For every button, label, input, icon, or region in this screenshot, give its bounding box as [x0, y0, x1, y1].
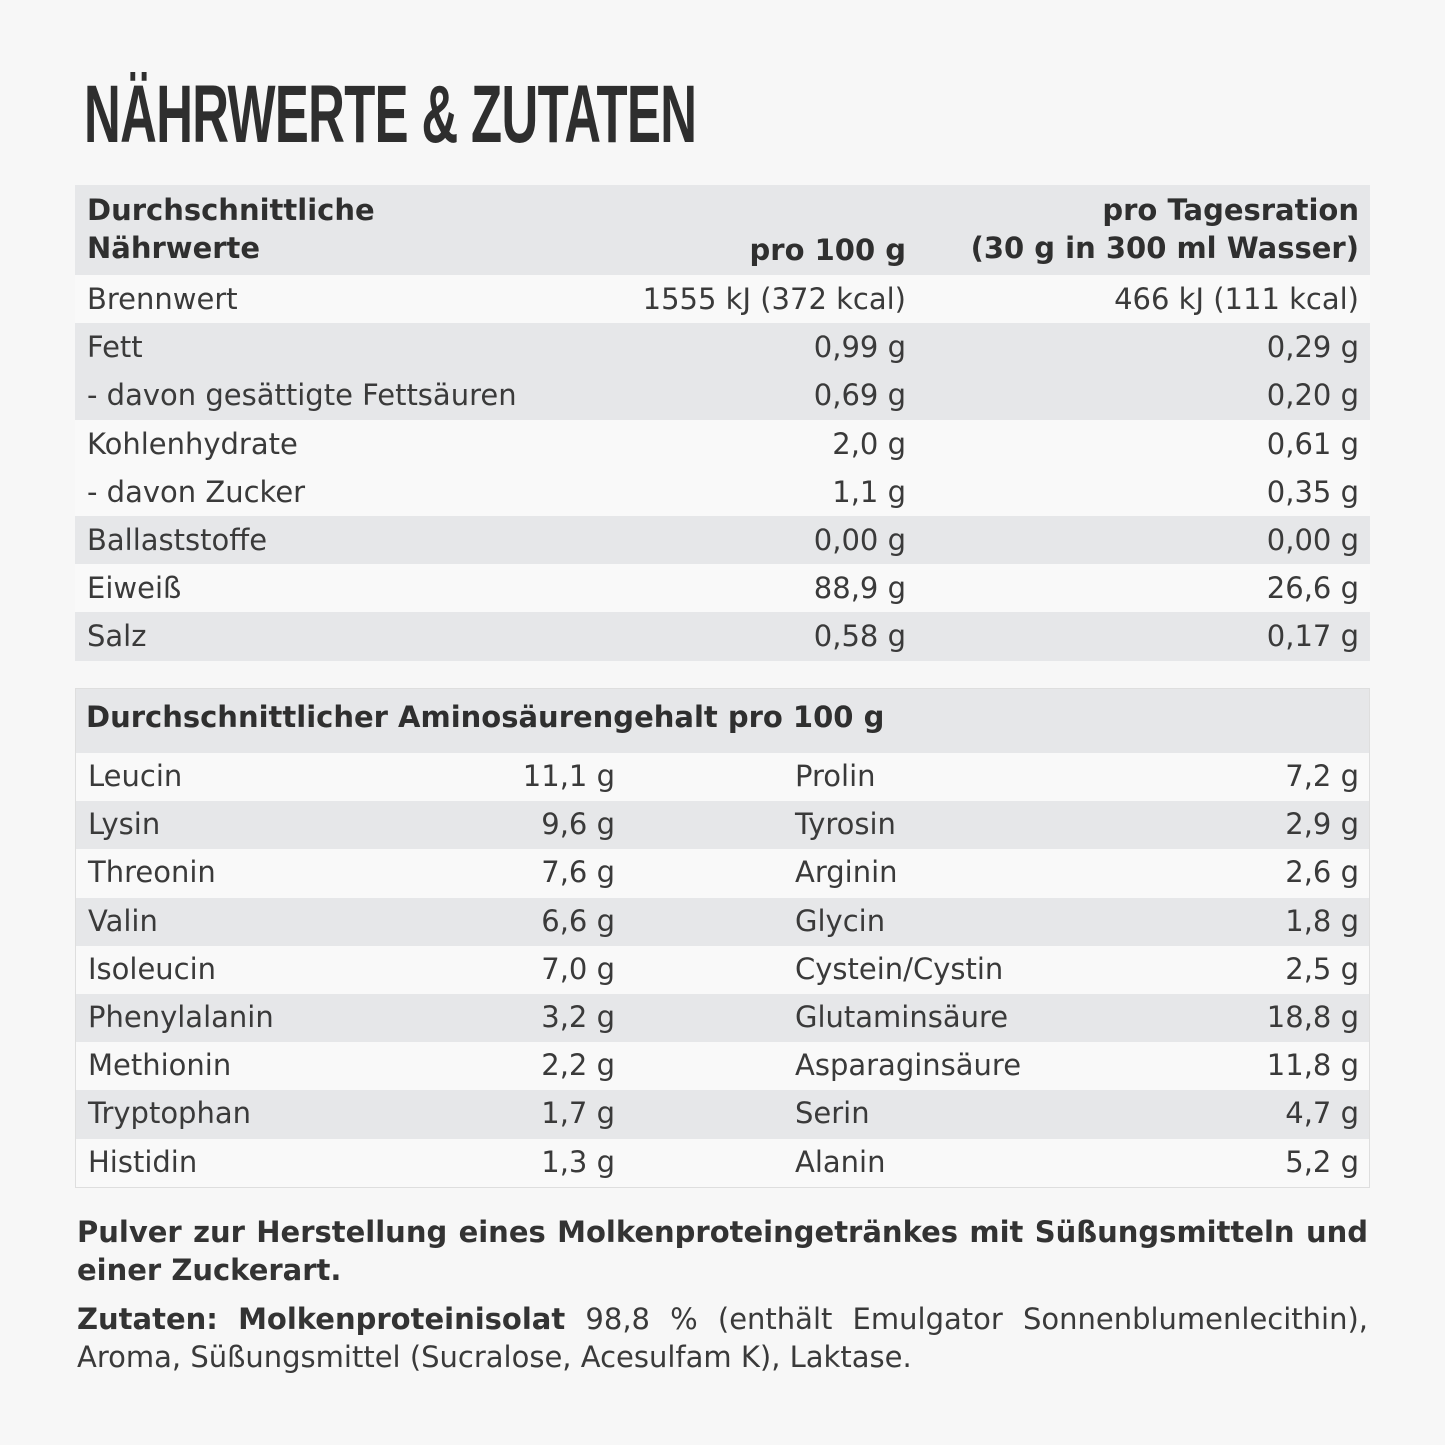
- amino-value: 2,2 g: [541, 1048, 615, 1083]
- amino-name: Glutaminsäure: [795, 999, 1009, 1034]
- nutrient-name: - davon gesättigte Fettsäuren: [87, 378, 517, 413]
- amino-value: 4,7 g: [1285, 1096, 1359, 1131]
- amino-value: 7,0 g: [541, 951, 615, 986]
- table-row: [76, 898, 1369, 946]
- nutrient-name: Eiweiß: [87, 571, 182, 606]
- amino-name: Isoleucin: [88, 951, 217, 986]
- table-row: [76, 1042, 1369, 1090]
- amino-name: Histidin: [88, 1144, 198, 1179]
- nutrient-name: - davon Zucker: [87, 474, 306, 509]
- amino-name: Asparaginsäure: [795, 1048, 1022, 1083]
- nutrient-name: Brennwert: [87, 282, 238, 316]
- amino-value: 6,6 g: [541, 903, 615, 938]
- amino-table: [75, 688, 1370, 1188]
- amino-name: Tyrosin: [795, 807, 896, 842]
- amino-value: 7,6 g: [541, 855, 615, 890]
- amino-name: Methionin: [88, 1048, 232, 1083]
- nutrient-per-day: 0,61 g: [1266, 426, 1359, 461]
- nutrient-per100: 2,0 g: [832, 426, 906, 461]
- amino-value: 1,7 g: [541, 1096, 615, 1131]
- table-row: [76, 801, 1369, 849]
- page-title: NÄHRWERTE & ZUTATEN: [84, 69, 697, 160]
- table-row: [75, 420, 1370, 468]
- amino-name: Leucin: [88, 759, 183, 793]
- table-row: [75, 516, 1370, 564]
- per-day-header: [971, 191, 1359, 267]
- amino-value: 18,8 g: [1266, 999, 1359, 1034]
- nutrient-name: Ballaststoffe: [87, 522, 268, 557]
- amino-name: Arginin: [795, 855, 898, 890]
- amino-name: Phenylalanin: [88, 999, 274, 1034]
- table-row: [75, 468, 1370, 516]
- table-row: [76, 753, 1369, 801]
- nutrient-per-day: 466 kJ (111 kcal): [1114, 282, 1359, 316]
- ingredients-text: [77, 1300, 1368, 1376]
- nutrient-per-day: 26,6 g: [1266, 571, 1359, 606]
- nutrient-per100: 0,58 g: [813, 619, 906, 654]
- nutrient-name: Kohlenhydrate: [87, 426, 298, 461]
- amino-name: Valin: [88, 903, 158, 938]
- nutrient-per100: 88,9 g: [813, 571, 906, 606]
- per-day-header-line2: (30 g in 300 ml Wasser): [970, 231, 1359, 265]
- amino-value: 2,9 g: [1285, 807, 1359, 842]
- nutrition-label-header-line1: Durchschnittliche: [87, 193, 375, 227]
- amino-value: 2,6 g: [1285, 855, 1359, 890]
- amino-name: Prolin: [795, 759, 876, 793]
- amino-value: 5,2 g: [1285, 1144, 1359, 1179]
- amino-value: 3,2 g: [541, 999, 615, 1034]
- table-row: [75, 612, 1370, 660]
- nutrient-per-day: 0,35 g: [1266, 474, 1359, 509]
- amino-name: Tryptophan: [88, 1096, 251, 1131]
- product-description: Pulver zur Herstellung eines Molkenproteingetränkes mit Süßungsmitteln und einer Zuckerart.: [77, 1215, 1368, 1287]
- amino-name: Glycin: [795, 903, 886, 938]
- per100-header: pro 100 g: [749, 233, 906, 267]
- amino-value: 9,6 g: [541, 807, 615, 842]
- per-day-header-line1: pro Tagesration: [1102, 193, 1359, 227]
- amino-name: Cystein/Cystin: [795, 951, 1004, 986]
- nutrient-per-day: 0,20 g: [1266, 378, 1359, 413]
- table-row: [76, 1139, 1369, 1187]
- amino-name: Threonin: [88, 855, 216, 890]
- nutrient-name: Salz: [87, 619, 147, 654]
- nutrient-per100: 1555 kJ (372 kcal): [642, 282, 906, 316]
- nutrition-table-header: [75, 185, 1370, 275]
- nutrient-per100: 1,1 g: [832, 474, 906, 509]
- nutrient-per100: 0,00 g: [813, 522, 906, 557]
- amino-value: 1,8 g: [1285, 903, 1359, 938]
- nutrient-per100: 0,99 g: [813, 330, 906, 365]
- amino-name: Lysin: [88, 807, 161, 842]
- amino-name: Alanin: [795, 1144, 886, 1179]
- nutrient-per-day: 0,00 g: [1266, 522, 1359, 557]
- nutrient-per100: 0,69 g: [813, 378, 906, 413]
- nutrition-label-header-line2: Nährwerte: [87, 231, 261, 265]
- nutrient-name: Fett: [87, 330, 143, 365]
- amino-value: 7,2 g: [1285, 759, 1359, 793]
- nutrition-label-header: [87, 191, 375, 267]
- table-row: [75, 564, 1370, 612]
- amino-value: 1,3 g: [541, 1144, 615, 1179]
- nutrition-table: [75, 185, 1370, 661]
- amino-value: 2,5 g: [1285, 951, 1359, 986]
- amino-table-header: Durchschnittlicher Aminosäurengehalt pro 100 g: [76, 689, 1369, 753]
- table-row: [76, 946, 1369, 994]
- amino-name: Serin: [795, 1096, 870, 1131]
- ingredients-rest: 98,8 % (enthält Emulgator Sonnenblumenlecithin), Aroma, Süßungsmittel (Sucralose, Acesulfam K), Laktase.: [77, 1302, 1369, 1374]
- table-row: [76, 994, 1369, 1042]
- amino-value: 11,8 g: [1266, 1048, 1359, 1083]
- amino-value: 11,1 g: [522, 759, 615, 793]
- nutrient-per-day: 0,29 g: [1266, 330, 1359, 365]
- table-row: [75, 371, 1370, 419]
- ingredients-main: Molkenproteinisolat: [238, 1302, 566, 1336]
- table-row: [76, 849, 1369, 897]
- table-row: [76, 1090, 1369, 1138]
- nutrient-per-day: 0,17 g: [1266, 619, 1359, 654]
- table-row: [75, 323, 1370, 371]
- ingredients-label: Zutaten:: [77, 1302, 218, 1336]
- table-row: [75, 275, 1370, 323]
